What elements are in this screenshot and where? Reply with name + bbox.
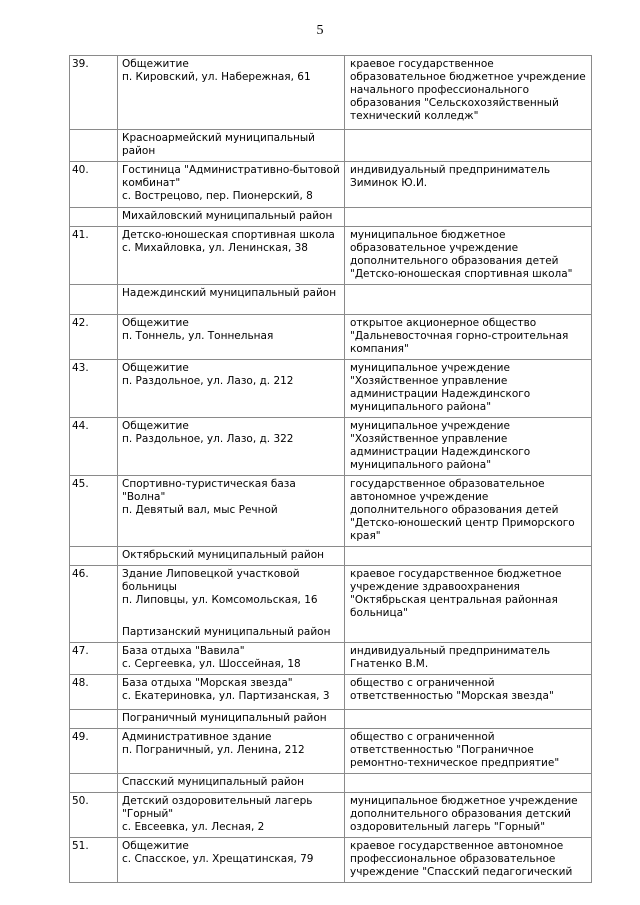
district-number-cell xyxy=(70,774,118,793)
table-row xyxy=(70,227,592,285)
district-number-cell xyxy=(70,624,118,643)
table-row xyxy=(70,315,592,360)
owner-organization: краевое государственное образовательное бюджетное учреждение начального профессионального образования "Сельскохозяйственный технический колледж" xyxy=(345,56,592,130)
district-number-cell xyxy=(70,547,118,566)
row-number: 45. xyxy=(70,476,118,547)
row-number: 47. xyxy=(70,643,118,675)
district-row xyxy=(70,710,592,729)
district-owner-cell xyxy=(345,130,592,162)
row-number: 46. xyxy=(70,566,118,624)
table-row xyxy=(70,566,592,624)
facility-name-address: Детско-юношеская спортивная школа с. Михайловка, ул. Ленинская, 38 xyxy=(118,227,345,285)
table-row xyxy=(70,729,592,774)
district-number-cell xyxy=(70,710,118,729)
facility-name-address: Общежитие п. Тоннель, ул. Тоннельная xyxy=(118,315,345,360)
district-name: Спасский муниципальный район xyxy=(118,774,345,793)
district-row xyxy=(70,208,592,227)
district-owner-cell xyxy=(345,624,592,643)
facility-name-address: Общежитие п. Раздольное, ул. Лазо, д. 322 xyxy=(118,418,345,476)
table-row xyxy=(70,675,592,710)
row-number: 51. xyxy=(70,838,118,883)
district-row xyxy=(70,130,592,162)
row-number: 42. xyxy=(70,315,118,360)
owner-organization: муниципальное бюджетное учреждение дополнительного образования детский оздоровительный лагерь "Горный" xyxy=(345,793,592,838)
facility-name-address: Гостиница "Административно-бытовой комбинат" с. Вострецово, пер. Пионерский, 8 xyxy=(118,162,345,208)
row-number: 43. xyxy=(70,360,118,418)
owner-organization: индивидуальный предприниматель Зиминок Ю.И. xyxy=(345,162,592,208)
facility-name-address: Общежитие с. Спасское, ул. Хрещатинская, 79 xyxy=(118,838,345,883)
table-row xyxy=(70,476,592,547)
district-owner-cell xyxy=(345,710,592,729)
row-number: 39. xyxy=(70,56,118,130)
facility-name-address: Спортивно-туристическая база "Волна" п. Девятый вал, мыс Речной xyxy=(118,476,345,547)
owner-organization: краевое государственное автономное профессиональное образовательное учреждение "Спасский педагогический xyxy=(345,838,592,883)
district-name: Михайловский муниципальный район xyxy=(118,208,345,227)
owner-organization: государственное образовательное автономное учреждение дополнительного образования детей "Детско-юношеский центр Приморского края" xyxy=(345,476,592,547)
row-number: 48. xyxy=(70,675,118,710)
district-number-cell xyxy=(70,130,118,162)
row-number: 50. xyxy=(70,793,118,838)
table-row xyxy=(70,56,592,130)
owner-organization: муниципальное учреждение "Хозяйственное управление администрации Надеждинского муниципального района" xyxy=(345,418,592,476)
row-number: 49. xyxy=(70,729,118,774)
row-number: 40. xyxy=(70,162,118,208)
table-row xyxy=(70,162,592,208)
facility-name-address: Административное здание п. Пограничный, ул. Ленина, 212 xyxy=(118,729,345,774)
district-owner-cell xyxy=(345,208,592,227)
facility-name-address: Здание Липовецкой участковой больницы п. Липовцы, ул. Комсомольская, 16 xyxy=(118,566,345,624)
owner-organization: муниципальное бюджетное образовательное учреждение дополнительного образования детей "Детско-юношеская спортивная школа" xyxy=(345,227,592,285)
district-number-cell xyxy=(70,285,118,315)
district-name: Октябрьский муниципальный район xyxy=(118,547,345,566)
facility-name-address: База отдыха "Вавила" с. Сергеевка, ул. Шоссейная, 18 xyxy=(118,643,345,675)
facility-name-address: База отдыха "Морская звезда" с. Екатериновка, ул. Партизанская, 3 xyxy=(118,675,345,710)
district-name: Партизанский муниципальный район xyxy=(118,624,345,643)
row-number: 41. xyxy=(70,227,118,285)
row-number: 44. xyxy=(70,418,118,476)
table-row xyxy=(70,360,592,418)
district-row xyxy=(70,624,592,643)
owner-organization: муниципальное учреждение "Хозяйственное управление администрации Надеждинского муниципального района" xyxy=(345,360,592,418)
facility-name-address: Общежитие п. Кировский, ул. Набережная, 61 xyxy=(118,56,345,130)
district-owner-cell xyxy=(345,547,592,566)
district-owner-cell xyxy=(345,774,592,793)
district-row xyxy=(70,547,592,566)
table-row xyxy=(70,793,592,838)
facility-name-address: Общежитие п. Раздольное, ул. Лазо, д. 212 xyxy=(118,360,345,418)
district-number-cell xyxy=(70,208,118,227)
owner-organization: общество с ограниченной ответственностью "Пограничное ремонтно-техническое предприятие" xyxy=(345,729,592,774)
owner-organization: индивидуальный предприниматель Гнатенко В.М. xyxy=(345,643,592,675)
district-name: Пограничный муниципальный район xyxy=(118,710,345,729)
district-row xyxy=(70,774,592,793)
owner-organization: открытое акционерное общество "Дальневосточная горно-строительная компания" xyxy=(345,315,592,360)
district-owner-cell xyxy=(345,285,592,315)
owner-organization: общество с ограниченной ответственностью "Морская звезда" xyxy=(345,675,592,710)
district-row xyxy=(70,285,592,315)
facility-name-address: Детский оздоровительный лагерь "Горный" с. Евсеевка, ул. Лесная, 2 xyxy=(118,793,345,838)
district-name: Надеждинский муниципальный район xyxy=(118,285,345,315)
registry-table xyxy=(69,55,592,883)
district-name: Красноармейский муниципальный район xyxy=(118,130,345,162)
registry-body xyxy=(70,56,592,883)
owner-organization: краевое государственное бюджетное учреждение здравоохранения "Октябрьская центральная районная больница" xyxy=(345,566,592,624)
table-row xyxy=(70,643,592,675)
table-row xyxy=(70,418,592,476)
table-row xyxy=(70,838,592,883)
page-number: 5 xyxy=(316,23,324,38)
